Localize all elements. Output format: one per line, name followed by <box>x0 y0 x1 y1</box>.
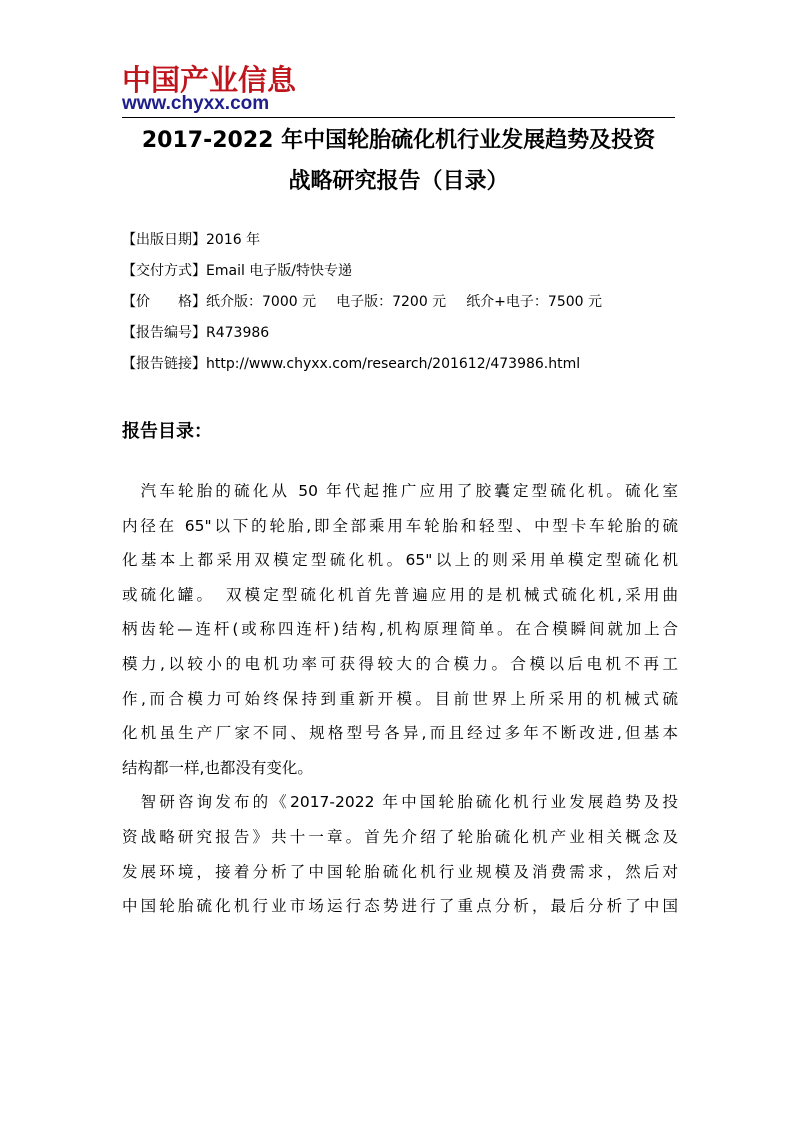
paragraph-1-line: 化机虽生产厂家不同、规格型号各异,而且经过多年不断改进,但基本 <box>122 724 678 743</box>
paragraph-1-line: 作,而合模力可始终保持到重新开模。目前世界上所采用的机械式硫 <box>122 689 678 708</box>
report-link-label: 【报告链接】 <box>122 356 206 372</box>
paragraph-1-line: 柄齿轮—连杆(或称四连杆)结构,机构原理简单。在合模瞬间就加上合 <box>122 620 678 639</box>
paragraph-2-line: 资战略研究报告》共十一章。首先介绍了轮胎硫化机产业相关概念及 <box>122 827 678 846</box>
header-divider <box>122 117 675 118</box>
paragraph-1-line: 化基本上都采用双模定型硫化机。65"以上的则采用单模定型硫化机 <box>122 551 678 570</box>
publish-date-value: 2016 年 <box>206 232 261 248</box>
paragraph-1-line: 模力,以较小的电机功率可获得较大的合模力。合模以后电机不再工 <box>122 654 678 673</box>
logo-chinese-name: 中国产业信息 <box>122 63 297 97</box>
report-meta <box>122 225 682 380</box>
publisher-logo <box>122 64 296 114</box>
logo-website: www.chyxx.com <box>122 93 270 114</box>
paragraph-2-line: 中国轮胎硫化机行业市场运行态势进行了重点分析，最后分析了中国 <box>122 897 678 916</box>
paragraph-1-line: 或硫化罐。 双模定型硫化机首先普遍应用的是机械式硫化机,采用曲 <box>122 585 678 604</box>
paragraph-1-line: 结构都一样,也都没有变化。 <box>122 758 313 777</box>
report-body <box>122 474 678 924</box>
report-link-value[interactable]: http://www.chyxx.com/research/201612/473986.html <box>206 356 581 372</box>
price-label: 【价 格】 <box>122 294 206 310</box>
delivery-label: 【交付方式】 <box>122 263 206 279</box>
section-heading-toc: 报告目录： <box>122 421 212 442</box>
meta-publish-date <box>122 225 682 256</box>
meta-delivery <box>122 256 682 287</box>
paragraph-2-line: 智研咨询发布的《2017-2022 年中国轮胎硫化机行业发展趋势及投 <box>122 793 678 812</box>
price-paper: 纸介版：7000 元 <box>206 294 317 310</box>
meta-price <box>122 287 682 318</box>
meta-report-code <box>122 318 682 349</box>
report-code-value: R473986 <box>206 325 270 341</box>
meta-report-link <box>122 349 682 380</box>
paragraph-1-line: 汽车轮胎的硫化从 50 年代起推广应用了胶囊定型硫化机。硫化室 <box>122 482 678 500</box>
price-electronic: 电子版：7200 元 <box>336 294 447 310</box>
publish-date-label: 【出版日期】 <box>122 232 206 248</box>
report-title-line-2: 战略研究报告（目录） <box>288 169 509 194</box>
delivery-value: Email 电子版/特快专递 <box>206 263 353 279</box>
paragraph-2-line: 发展环境，接着分析了中国轮胎硫化机行业规模及消费需求，然后对 <box>122 862 678 881</box>
price-combined: 纸介+电子：7500 元 <box>466 294 602 310</box>
paragraph-1-line: 内径在 65"以下的轮胎,即全部乘用车轮胎和轻型、中型卡车轮胎的硫 <box>122 516 678 535</box>
report-code-label: 【报告编号】 <box>122 325 206 341</box>
report-title-line-1: 2017-2022 年中国轮胎硫化机行业发展趋势及投资 <box>141 128 656 153</box>
